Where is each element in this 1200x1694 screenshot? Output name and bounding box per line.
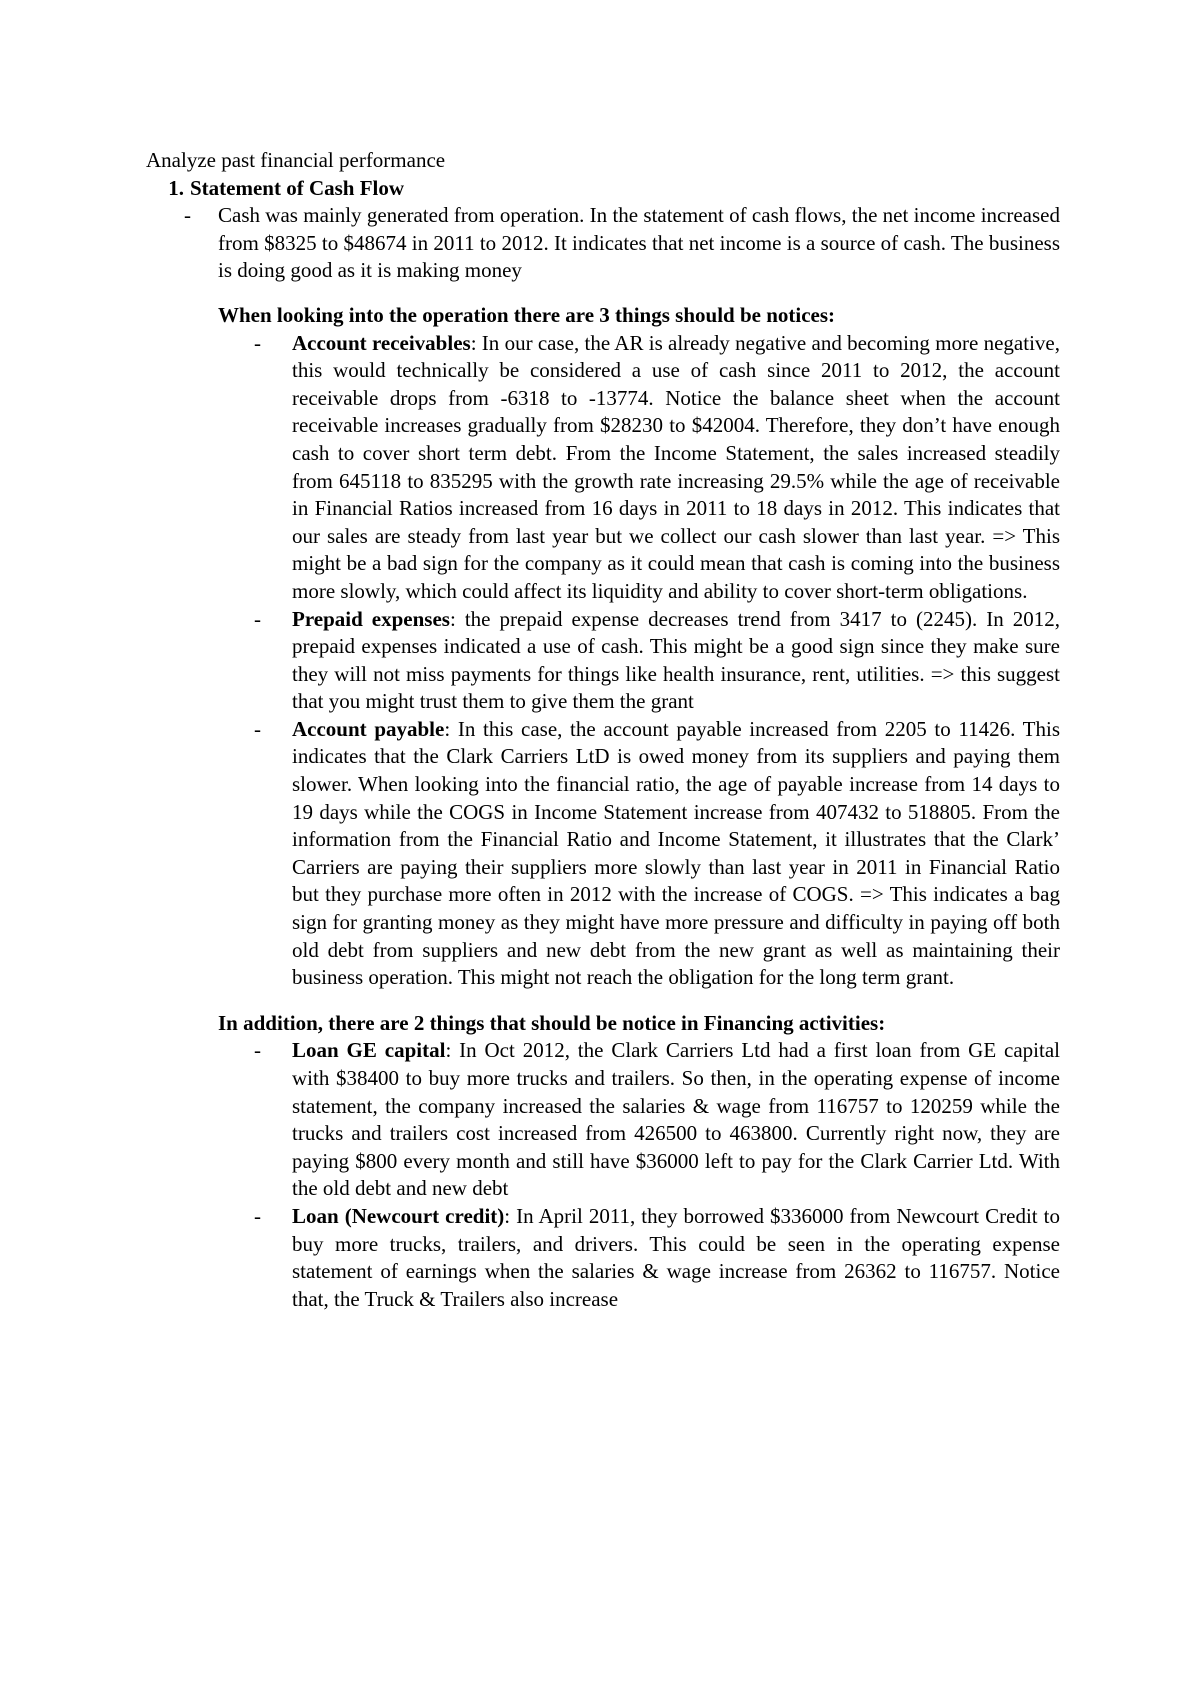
document-body [146,147,1060,1313]
item-term: Prepaid expenses [292,606,450,631]
list-item [146,606,1060,716]
financing-list [146,1037,1060,1313]
item-term: Account payable [292,716,445,741]
bullet-dash: - [254,606,261,631]
item-term: Account receivables [292,330,471,355]
intro-dash: - [184,203,191,228]
spacer [146,285,1060,302]
item-term: Loan (Newcourt credit) [292,1203,505,1228]
bullet-dash: - [254,1038,261,1063]
list-item [146,716,1060,992]
item-text: : In Oct 2012, the Clark Carriers Ltd had a first loan from GE capital with $38400 to buy more trucks and trailers. So then, in the operating expense of income statement, the company increased the salaries & wage from 116757 to 120259 while the trucks and trailers cost increased from 426500 to 463800. Currently right now, they are paying $800 every month and still have $36000 left to pay for the Clark Carrier Ltd. With the old debt and new debt [292,1038,1060,1201]
operations-heading: When looking into the operation there are 3 things should be notices: [218,302,836,327]
bullet-dash: - [254,716,261,741]
section-title: Statement of Cash Flow [190,175,405,200]
bullet-dash: - [254,1203,261,1228]
item-text: : In this case, the account payable increased from 2205 to 11426. This indicates that the Clark Carriers LtD is owed money from its suppliers and paying them slower. When looking into the financial ratio, the age of payable increase from 14 days to 19 days while the COGS in Income Statement increase from 407432 to 518805. From the information from the Financial Ratio and Income Statement, it illustrates that the Clark’ Carriers are paying their suppliers more slowly than last year in 2011 in Financial Ratio but they purchase more often in 2012 with the increase of COGS. => This indicates a bag sign for granting money as they might have more pressure and difficulty in paying off both old debt from suppliers and new debt from the new grant as well as maintaining their business operation. This might not reach the obligation for the long term grant. [292,716,1060,990]
intro-text: Cash was mainly generated from operation. In the statement of cash flows, the net income increased from $8325 to $48674 in 2011 to 2012. It indicates that net income is a source of cash. The business is doing good as it is making money [218,203,1060,283]
item-text: : In April 2011, they borrowed $336000 from Newcourt Credit to buy more trucks, trailers, and drivers. This could be seen in the operating expense statement of earnings when the salaries & wage increase from 26362 to 116757. Notice that, the Truck & Trailers also increase [292,1203,1060,1311]
item-text: : the prepaid expense decreases trend from 3417 to (2245). In 2012, prepaid expenses indicated a use of cash. This might be a good sign since they make sure they will not miss payments for things like health insurance, rent, utilities. => this suggest that you might trust them to give them the grant [292,606,1060,714]
financing-heading: In addition, there are 2 things that should be notice in Financing activities: [218,1010,886,1035]
operations-list [146,330,1060,992]
spacer [146,992,1060,1010]
section-heading [146,175,1060,203]
item-text: : In our case, the AR is already negative and becoming more negative, this would technically be considered a use of cash since 2011 to 2012, the account receivable drops from -6318 to -13774. Notice the balance sheet when the account receivable increases gradually from $28230 to $42004. Therefore, they don’t have enough cash to cover short term debt. From the Income Statement, the sales increased steadily from 645118 to 835295 with the growth rate increasing 29.5% while the age of receivable in Financial Ratios increased from 16 days in 2011 to 18 days in 2012. This indicates that our sales are steady from last year but we collect our cash slower than last year. => This might be a bad sign for the company as it could mean that cash is coming into the business more slowly, which could affect its liquidity and ability to cover short-term obligations. [292,330,1060,603]
section-number: 1. [168,175,184,200]
document-title: Analyze past financial performance [146,148,446,172]
intro-paragraph [146,202,1060,285]
list-item [146,330,1060,606]
bullet-dash: - [254,330,261,355]
list-item [146,1037,1060,1203]
item-term: Loan GE capital [292,1038,446,1063]
list-item [146,1203,1060,1313]
